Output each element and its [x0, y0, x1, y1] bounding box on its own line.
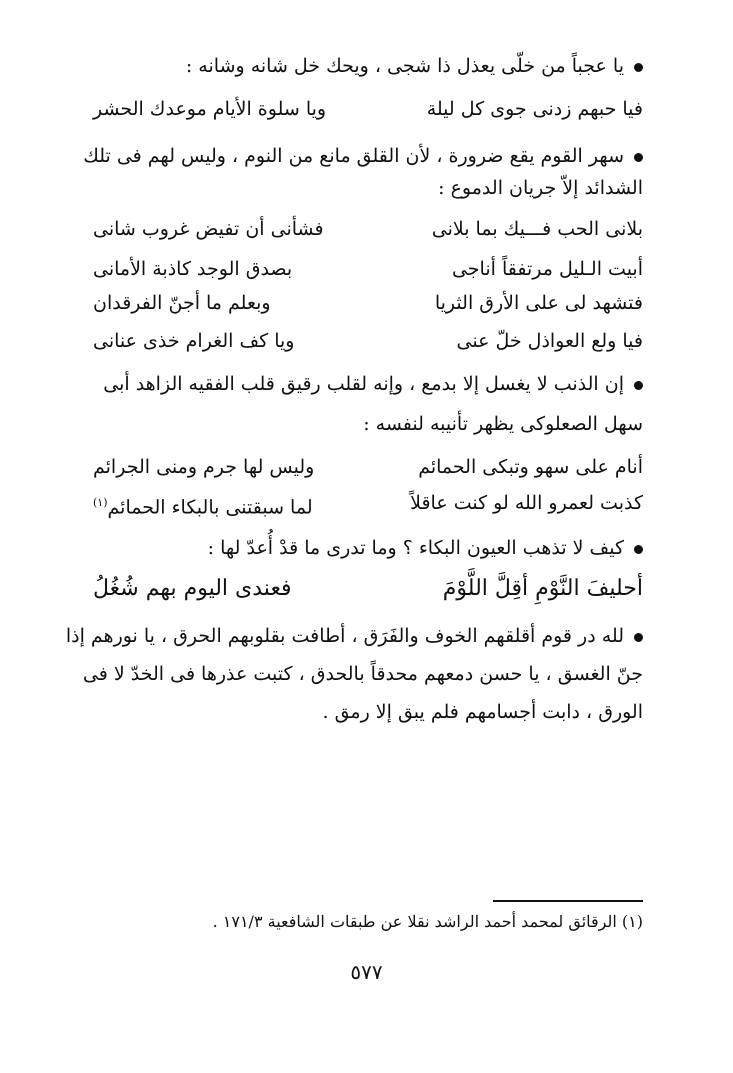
verse-line — [93, 254, 643, 284]
verse-line — [93, 94, 643, 124]
paragraph-line — [65, 622, 643, 650]
paragraph-line — [83, 142, 643, 170]
verse-first-hemistich: كذبت لعمرو الله لو كنت عاقلاً — [410, 492, 643, 514]
paragraph-text: إن الذنب لا يغسل إلا بدمع ، وإنه لقلب رقيق قلب الفقيه الزاهد أبى — [103, 373, 624, 395]
verse-second-hemistich: بصدق الوجد كاذبة الأمانى — [93, 258, 293, 280]
verse-second-hemistich: ويا سلوة الأيام موعدك الحشر — [93, 98, 327, 120]
bullet-icon — [634, 545, 643, 554]
paragraph-line — [93, 174, 643, 202]
verse-second-hemistich: ويا كف الغرام خذى عنانى — [93, 330, 295, 352]
verse-line — [93, 488, 643, 518]
paragraph-line — [93, 534, 643, 562]
footnote-divider — [493, 900, 643, 902]
verse-first-hemistich: أنام على سهو وتبكى الحمائم — [418, 456, 643, 478]
paragraph-line — [82, 660, 643, 688]
verse-line — [93, 326, 643, 356]
verse-first-hemistich: أبيت الـليل مرتفقاً أناجى — [451, 258, 643, 280]
paragraph-line — [93, 410, 643, 438]
paragraph-text: الشدائد إلاّ جريان الدموع : — [438, 177, 643, 199]
verse-line — [93, 452, 643, 482]
paragraph-text: لله در قوم أقلقهم الخوف والفَرَق ، أطافت بقلوبهم الحرق ، يا نورهم إذا — [65, 625, 624, 647]
bullet-icon — [634, 63, 643, 72]
verse-first-hemistich: بلانى الحب فـــيك بما بلانى — [431, 218, 643, 240]
verse-line — [93, 288, 643, 318]
paragraph-text: جنّ الغسق ، يا حسن دمعهم محدقاً بالحدق ، كتبت عذرها فى الخدّ لا فى — [82, 663, 643, 685]
verse-second-hemistich: وبعلم ما أجنّ الفرقدان — [93, 292, 271, 314]
paragraph-line — [93, 52, 643, 80]
paragraph-text: سهر القوم يقع ضرورة ، لأن القلق مانع من النوم ، وليس لهم فى تلك — [83, 145, 624, 167]
verse-first-hemistich: فتشهد لى على الأرق الثريا — [434, 292, 643, 314]
verse-line — [93, 214, 643, 244]
verse-line — [93, 574, 643, 604]
paragraph-text: يا عجباً من خلّى يعذل ذا شجى ، ويحك خل شانه وشانه : — [185, 55, 624, 77]
verse-first-hemistich: فيا حبهم زدنى جوى كل ليلة — [426, 98, 643, 120]
verse-second-hemistich — [93, 488, 313, 522]
footnote: (١) الرقائق لمحمد أحمد الراشد نقلا عن طبقات الشافعية ١٧١/٣ . — [212, 912, 643, 931]
verse-first-hemistich: أحليفَ النَّوْمِ أقِلَّ اللَّوْمَ — [442, 576, 643, 601]
paragraph-text: سهل الصعلوكى يظهر تأنيبه لنفسه : — [363, 413, 643, 435]
paragraph-text: الورق ، دابت أجسامهم فلم يبق إلا رمق . — [322, 701, 643, 723]
verse-second-hemistich: فعندى اليوم بهم شُغُلُ — [93, 576, 292, 601]
paragraph-line — [93, 698, 643, 726]
paragraph-text: كيف لا تذهب العيون البكاء ؟ وما تدرى ما قدْ أُعدّ لها : — [207, 537, 624, 559]
verse-second-hemistich: وليس لها جرم ومنى الجرائم — [93, 456, 315, 478]
paragraph-line — [93, 370, 643, 398]
footnote-ref: (١) — [93, 496, 108, 509]
verse-first-hemistich: فيا ولع العواذل خلّ عنى — [456, 330, 643, 352]
verse-second-hemistich: فشأنى أن تفيض غروب شانى — [93, 218, 324, 240]
bullet-icon — [634, 633, 643, 642]
bullet-icon — [634, 381, 643, 390]
bullet-icon — [634, 153, 643, 162]
verse-text: لما سبقتنى بالبكاء الحمائم — [107, 496, 313, 519]
page-number: ٥٧٧ — [350, 960, 383, 984]
